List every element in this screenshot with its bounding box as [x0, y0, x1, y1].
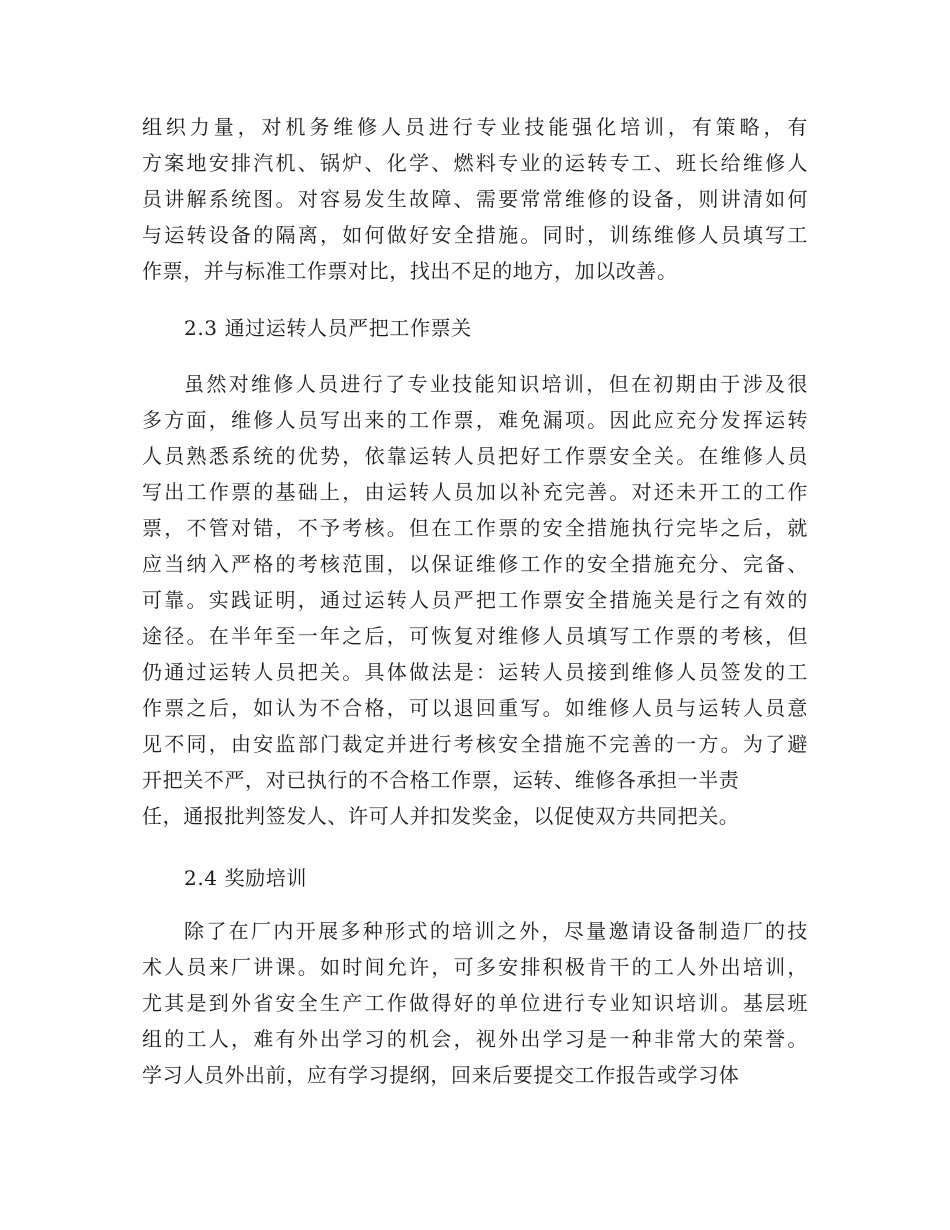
paragraph-2-line-8: 途径。在半年至一年之后，可恢复对维修人员填写工作票的考核，但 — [142, 624, 808, 648]
paragraph-1-line-2: 方案地安排汽机、锅炉、化学、燃料专业的运转专工、班长给维修人 — [142, 151, 808, 175]
paragraph-2-line-1: 虽然对维修人员进行了专业技能知识培训，但在初期由于涉及很 — [184, 372, 808, 396]
paragraph-2-line-12: 开把关不严，对已执行的不合格工作票，运转、维修各承担一半责 — [142, 768, 740, 792]
paragraph-1-line-3: 员讲解系统图。对容易发生故障、需要常常维修的设备，则讲清如何 — [142, 187, 808, 211]
paragraph-2-line-2: 多方面，维修人员写出来的工作票，难免漏项。因此应充分发挥运转 — [142, 408, 808, 432]
paragraph-2-line-10: 作票之后，如认为不合格，可以退回重写。如维修人员与运转人员意 — [142, 696, 808, 720]
paragraph-1-line-5: 作票，并与标准工作票对比，找出不足的地方，加以改善。 — [142, 259, 678, 283]
paragraph-3-line-3: 尤其是到外省安全生产工作做得好的单位进行专业知识培训。基层班 — [142, 991, 808, 1015]
paragraph-3-line-1: 除了在厂内开展多种形式的培训之外，尽量邀请设备制造厂的技 — [184, 919, 808, 943]
paragraph-2-line-4: 写出工作票的基础上，由运转人员加以补充完善。对还未开工的工作 — [142, 480, 808, 504]
section-heading-2-3: 2.3 通过运转人员严把工作票关 — [184, 316, 472, 340]
paragraph-2-line-7: 可靠。实践证明，通过运转人员严把工作票安全措施关是行之有效的 — [142, 588, 808, 612]
paragraph-2-line-6: 应当纳入严格的考核范围，以保证维修工作的安全措施充分、完备、 — [142, 552, 808, 576]
section-heading-2-4: 2.4 奖励培训 — [184, 866, 307, 890]
paragraph-2-line-9: 仍通过运转人员把关。具体做法是：运转人员接到维修人员签发的工 — [142, 660, 808, 684]
paragraph-3-line-2: 术人员来厂讲课。如时间允许，可多安排积极肯干的工人外出培训， — [142, 955, 808, 979]
paragraph-3-line-5: 学习人员外出前，应有学习提纲，回来后要提交工作报告或学习体 — [142, 1063, 740, 1087]
paragraph-2-line-11: 见不同，由安监部门裁定并进行考核安全措施不完善的一方。为了避 — [142, 732, 808, 756]
paragraph-1-line-1: 组织力量，对机务维修人员进行专业技能强化培训，有策略，有 — [142, 115, 808, 139]
paragraph-2-line-3: 人员熟悉系统的优势，依靠运转人员把好工作票安全关。在维修人员 — [142, 444, 808, 468]
paragraph-3-line-4: 组的工人，难有外出学习的机会，视外出学习是一种非常大的荣誉。 — [142, 1027, 808, 1051]
paragraph-1-line-4: 与运转设备的隔离，如何做好安全措施。同时，训练维修人员填写工 — [142, 223, 808, 247]
paragraph-2-line-5: 票，不管对错，不予考核。但在工作票的安全措施执行完毕之后，就 — [142, 516, 808, 540]
paragraph-2-line-13: 任，通报批判签发人、许可人并扣发奖金，以促使双方共同把关。 — [142, 804, 740, 828]
